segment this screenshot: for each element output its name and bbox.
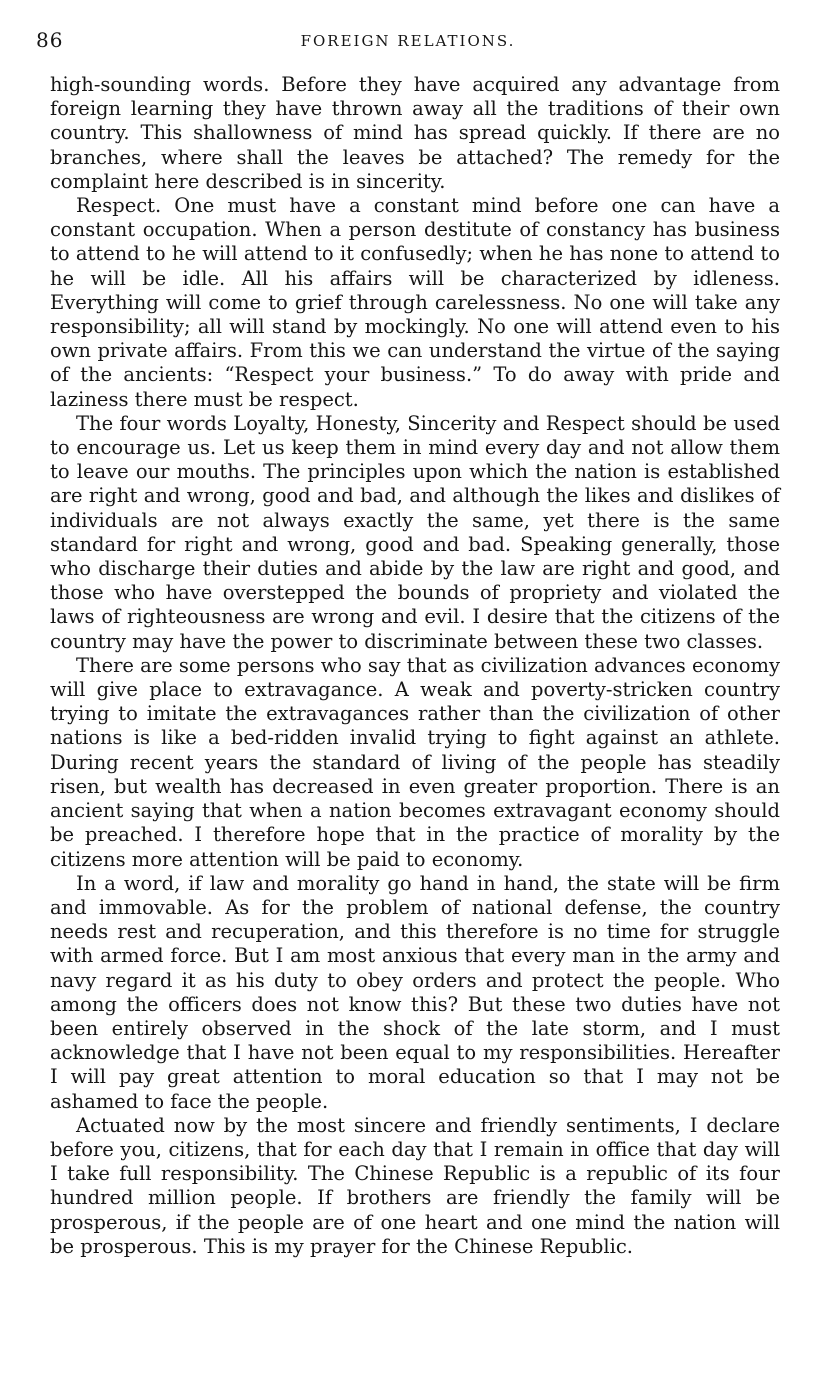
body-text: [50, 73, 780, 1259]
paragraph-economy: There are some persons who say that as civilization advances economy will give place to extravagance. A weak and poverty-stricken country trying to imitate the extravagances rather than the civilization of other nations is like a bed-ridden invalid trying to fight against an athlete. During recent years the standard of living of the people has steadily risen, but wealth has decreased in even greater proportion. There is an ancient saying that when a nation becomes extravagant economy should be preached. I therefore hope that in the practice of morality by the citizens more attention will be paid to economy.: [50, 653, 780, 871]
paragraph-law-and-morality: In a word, if law and morality go hand in hand, the state will be firm and immovable. As for the problem of national defense, the country needs rest and recuperation, and this therefore is no time for struggle with armed force. But I am most anxious that every man in the army and navy regard it as his duty to obey orders and protect the people. Who among the officers does not know this? But these two duties have not been entirely observed in the shock of the late storm, and I must acknowledge that I have not been equal to my responsibilities. Hereafter I will pay great attention to moral education so that I may not be ashamed to face the people.: [50, 871, 780, 1113]
paragraph-respect: Respect. One must have a constant mind before one can have a constant occupation. When a person destitute of constancy has business to attend to he will attend to it confusedly; when he has none to attend to he will be idle. All his affairs will be characterized by idleness. Everything will come to grief through carelessness. No one will take any responsibility; all will stand by mockingly. No one will attend even to his own private affairs. From this we can understand the virtue of the saying of the ancients: “Respect your business.” To do away with pride and laziness there must be respect.: [50, 194, 780, 411]
paragraph-closing: Actuated now by the most sincere and friendly sentiments, I declare before you, citizens, that for each day that I remain in office that day will I take full responsibility. The Chinese Republic is a republic of its four hundred million people. If brothers are friendly the family will be prosperous, if the people are of one heart and one mind the nation will be prosperous. This is my prayer for the Chinese Republic.: [50, 1113, 780, 1258]
page-number: 86: [36, 28, 64, 52]
paragraph-four-words: The four words Loyalty, Honesty, Sincerity and Respect should be used to encourage us. Let us keep them in mind every day and not allow them to leave our mouths. The principles upon which the nation is established are right and wrong, good and bad, and although the likes and dislikes of individuals are not always exactly the same, yet there is the same standard for right and wrong, good and bad. Speaking generally, those who discharge their duties and abide by the law are right and good, and those who have overstepped the bounds of propriety and violated the laws of righteousness are wrong and evil. I desire that the citizens of the country may have the power to discriminate between these two classes.: [50, 411, 780, 653]
page-header: [36, 28, 780, 58]
paragraph-continued: high-sounding words. Before they have acquired any advantage from foreign learning they have thrown away all the traditions of their own country. This shallowness of mind has spread quickly. If there are no branches, where shall the leaves be attached? The remedy for the complaint here described is in sincerity.: [50, 73, 780, 193]
running-head: FOREIGN RELATIONS.: [300, 32, 516, 50]
